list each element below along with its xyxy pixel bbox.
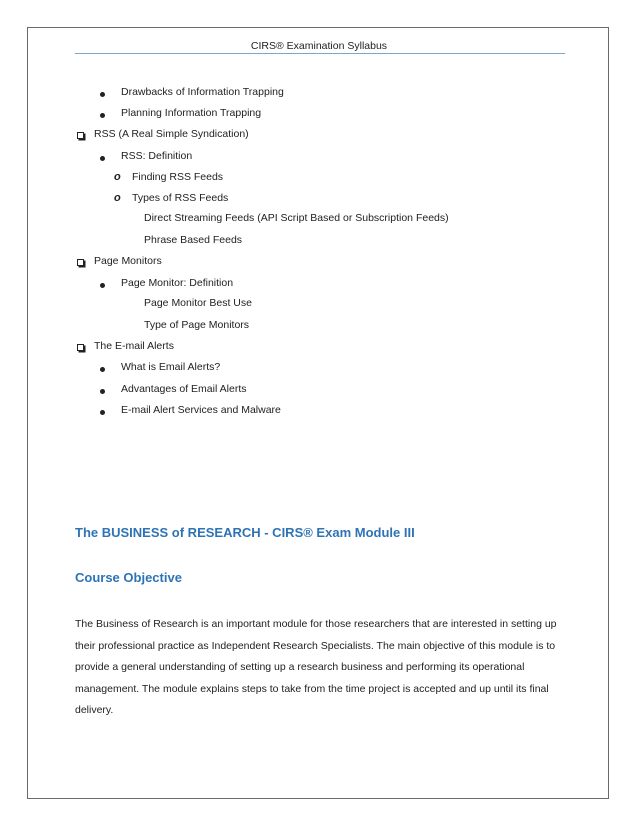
header-rule — [75, 53, 565, 54]
bullet-dot-icon — [100, 367, 105, 372]
paragraph-line: their professional practice as Independent Research Specialists. The main objective of this module is to — [75, 640, 556, 652]
bullet-dot-icon — [100, 113, 105, 118]
outline-item: Types of RSS Feeds — [132, 192, 229, 204]
outline-item: RSS: Definition — [121, 150, 193, 162]
outline-item: Type of Page Monitors — [144, 319, 250, 331]
outline-item: Page Monitor Best Use — [144, 297, 252, 309]
bullet-dot-icon — [100, 283, 105, 288]
outline-item: Drawbacks of Information Trapping — [121, 86, 284, 98]
outline-item: RSS (A Real Simple Syndication) — [94, 128, 249, 140]
paragraph-line: The Business of Research is an important module for those researchers that are interested in setting up — [75, 618, 557, 630]
outline-item: E-mail Alert Services and Malware — [121, 404, 281, 416]
running-header: CIRS® Examination Syllabus — [250, 40, 388, 52]
paragraph-line: delivery. — [75, 704, 114, 716]
bullet-dot-icon — [100, 156, 105, 161]
outline-item: Advantages of Email Alerts — [121, 383, 247, 395]
outline-item: Planning Information Trapping — [121, 107, 262, 119]
checkbox-bullet-icon — [77, 344, 84, 351]
bullet-dot-icon — [100, 410, 105, 415]
outline-item: Finding RSS Feeds — [132, 171, 224, 183]
module-title: The BUSINESS of RESEARCH - CIRS® Exam Module III — [75, 525, 415, 540]
outline-item: Page Monitor: Definition — [121, 277, 234, 289]
bullet-dot-icon — [100, 92, 105, 97]
circle-bullet-icon: o — [114, 171, 121, 183]
outline-item: The E-mail Alerts — [94, 340, 174, 352]
checkbox-bullet-icon — [77, 132, 84, 139]
course-objective-heading: Course Objective — [75, 570, 182, 585]
checkbox-bullet-icon — [77, 259, 84, 266]
circle-bullet-icon: o — [114, 192, 121, 204]
outline-item: What is Email Alerts? — [121, 361, 221, 373]
paragraph-line: provide a general understanding of setting up a research business and performing its operational — [75, 661, 525, 673]
paragraph-line: management. The module explains steps to take from the time project is accepted and up until its final — [75, 683, 549, 695]
outline-item: Phrase Based Feeds — [144, 234, 243, 246]
outline-item: Direct Streaming Feeds (API Script Based or Subscription Feeds) — [144, 212, 449, 224]
bullet-dot-icon — [100, 389, 105, 394]
outline-item: Page Monitors — [94, 255, 162, 267]
